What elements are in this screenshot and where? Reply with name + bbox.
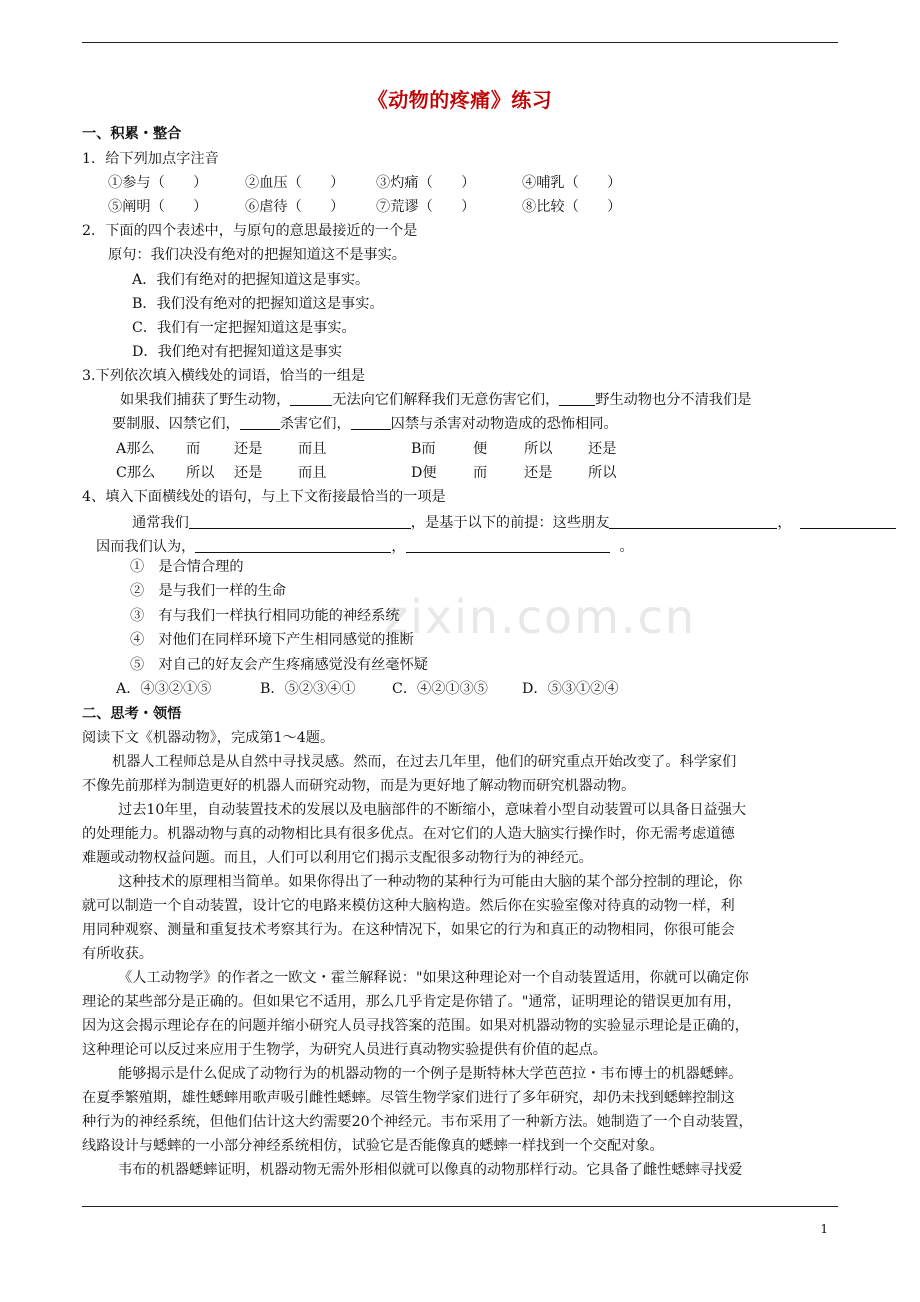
q1-item: ①参与（ ） xyxy=(108,175,208,191)
q1-item: ②血压（ ） xyxy=(245,175,345,191)
q4-item-2: ② 是与我们一样的生命 xyxy=(130,583,287,599)
passage-line: 就可以制造一个自动装置，设计它的电路来模仿这种大脑构造。然后你在实验室像对待真的动物一样，利 xyxy=(82,898,735,914)
passage-line: 机器人工程师总是从自然中寻找灵感。然而，在过去几年里，他们的研究重点开始改变了。科学家们 xyxy=(112,754,737,770)
q1-item: ⑥虐待（ ） xyxy=(245,199,345,215)
passage-line: 韦布的机器蟋蟀证明，机器动物无需外形相似就可以像真的动物那样行动。它具备了雌性蟋蟀寻找爱 xyxy=(118,1162,743,1178)
q2-option-a: A．我们有绝对的把握知道这是事实。 xyxy=(132,272,370,288)
q4-blank-2 xyxy=(609,514,777,529)
q4-item-4: ④ 对他们在同样环境下产生相同感觉的推断 xyxy=(130,632,414,648)
q3-blank-2 xyxy=(559,391,595,406)
q4-stem: 4、填入下面横线处的语句，与上下文衔接最恰当的一项是 xyxy=(82,489,446,505)
q4-choice: C．④②①③⑤ xyxy=(392,681,488,697)
passage-line: 因为这会揭示理论存在的问题并缩小研究人员寻找答案的范围。如果对机器动物的实验显示理论是正确的， xyxy=(82,1018,749,1034)
q4-text: ，是基于以下的前提：这些朋友 xyxy=(410,515,610,531)
q4-blank-3 xyxy=(800,514,896,529)
q4-blank-4 xyxy=(195,538,391,553)
passage-line: 理论的某些部分是正确的。但如果它不适用，那么几乎肯定是你错了。"通常，证明理论的错误更加有用， xyxy=(82,994,742,1010)
q3-opt-word: B而 xyxy=(411,441,436,457)
passage-line: 的处理能力。机器动物与真的动物相比具有很多优点。在对它们的人造大脑实行操作时，你无需考虑道德 xyxy=(82,826,735,842)
passage-line: 种行为的神经系统，但他们估计这大约需要20个神经元。韦布采用了一种新方法。她制造了一个自动装置， xyxy=(82,1114,753,1130)
footer-rule xyxy=(82,1206,838,1207)
q3-blank-3 xyxy=(240,415,280,430)
q1-item: ⑤阐明（ ） xyxy=(108,199,208,215)
passage-line: 有所收获。 xyxy=(82,946,153,962)
passage-line: 线路设计与蟋蟀的一小部分神经系统相仿，试验它是否能像真的蟋蟀一样找到一个交配对象。 xyxy=(82,1138,664,1154)
q4-text: 通常我们 xyxy=(132,515,189,531)
q1-stem: 1．给下列加点字注音 xyxy=(82,151,219,167)
q3-opt-word: 而且 xyxy=(298,465,327,481)
q4-line2 xyxy=(96,537,634,557)
q3-text: 杀害它们， xyxy=(279,416,351,432)
page-title: 《动物的疼痛》练习 xyxy=(367,88,553,112)
q4-item-3: ③ 有与我们一样执行相同功能的神经系统 xyxy=(130,608,400,624)
passage-line: 这种技术的原理相当简单。如果你得出了一种动物的某种行为可能由大脑的某个部分控制的理论，你 xyxy=(118,874,743,890)
passage-line: 过去10年里，自动装置技术的发展以及电脑部件的不断缩小，意味着小型自动装置可以具备日益强大 xyxy=(118,802,747,818)
passage-line: 不像先前那样为制造更好的机器人而研究动物，而是为更好地了解动物而研究机器动物。 xyxy=(82,778,636,794)
q3-line1 xyxy=(120,390,751,410)
q2-option-c: C．我们有一定把握知道这是事实。 xyxy=(132,320,356,336)
passage-line: 在夏季繁殖期，雄性蟋蟀用歌声吸引雌性蟋蟀。尽管生物学家们进行了多年研究，却仍未找到蟋蟀控制这 xyxy=(82,1090,735,1106)
q3-opt-word: 还是 xyxy=(234,441,263,457)
q4-choice: B．⑤②③④① xyxy=(260,681,356,697)
q3-opt-word: C那么 xyxy=(116,465,156,481)
q3-opt-word: 而 xyxy=(186,441,201,457)
q3-opt-word: 所以 xyxy=(186,465,215,481)
q3-opt-word: 还是 xyxy=(524,465,553,481)
q3-opt-word: 还是 xyxy=(588,441,617,457)
q4-blank-1 xyxy=(189,514,411,529)
q3-line2 xyxy=(112,414,618,434)
q2-option-d: D．我们绝对有把握知道这是事实 xyxy=(132,344,343,360)
q2-option-b: B．我们没有绝对的把握知道这是事实。 xyxy=(132,296,384,312)
header-rule xyxy=(82,42,838,43)
q4-choice: A．④③②①⑤ xyxy=(116,681,212,697)
passage-line: 《人工动物学》的作者之一欧文・霍兰解释说："如果这种理论对一个自动装置适用，你就可以确定你 xyxy=(118,970,749,986)
q4-line1 xyxy=(132,513,896,533)
q3-stem: 3.下列依次填入横线处的词语，恰当的一组是 xyxy=(82,368,366,384)
q3-blank-4 xyxy=(351,415,391,430)
q3-opt-word: 所以 xyxy=(524,441,553,457)
q3-text: 要制服、囚禁它们， xyxy=(112,416,240,432)
q3-opt-word: D便 xyxy=(411,465,437,481)
q3-opt-word: 还是 xyxy=(234,465,263,481)
passage-line: 能够揭示是什么促成了动物行为的机器动物的一个例子是斯特林大学芭芭拉・韦布博士的机器蟋蟀。 xyxy=(118,1066,743,1082)
passage-line: 这种理论可以反过来应用于生物学，为研究人员进行真动物实验提供有价值的起点。 xyxy=(82,1042,607,1058)
section1-heading: 一、积累・整合 xyxy=(82,126,182,142)
q2-original: 原句：我们决没有绝对的把握知道这不是事实。 xyxy=(108,247,406,263)
q3-opt-word: 而且 xyxy=(298,441,327,457)
reading-intro: 阅读下文《机器动物》，完成第1～4题。 xyxy=(82,730,335,746)
q3-opt-word: 便 xyxy=(473,441,488,457)
q1-item: ⑧比较（ ） xyxy=(522,199,622,215)
q1-item: ④哺乳（ ） xyxy=(522,175,622,191)
q4-text: ， xyxy=(777,515,792,531)
q4-item-1: ① 是合情合理的 xyxy=(130,559,244,575)
passage-line: 用同种观察、测量和重复技术考察其行为。在这种情况下，如果它的行为和真正的动物相同，你很可能会 xyxy=(82,922,735,938)
q2-stem: 2．下面的四个表述中，与原句的意思最接近的一个是 xyxy=(82,223,418,239)
q4-text: 。 xyxy=(619,539,634,555)
q3-opt-word: A那么 xyxy=(116,441,155,457)
watermark: zixin.com.cn xyxy=(384,590,697,644)
passage-line: 难题或动物权益问题。而且，人们可以利用它们揭示支配很多动物行为的神经元。 xyxy=(82,850,593,866)
q4-item-5: ⑤ 对自己的好友会产生疼痛感觉没有丝毫怀疑 xyxy=(130,657,428,673)
q3-text: 囚禁与杀害对动物造成的恐怖相同。 xyxy=(390,416,618,432)
q4-choice: D．⑤③①②④ xyxy=(522,681,619,697)
q3-text: 野生动物也分不清我们是 xyxy=(595,392,752,408)
section2-heading: 二、思考・领悟 xyxy=(82,706,182,722)
q4-text: 因而我们认为， xyxy=(96,539,196,555)
q3-text: 如果我们捕获了野生动物， xyxy=(120,392,291,408)
q4-blank-5 xyxy=(406,538,610,553)
q4-text: ， xyxy=(391,539,406,555)
q3-opt-word: 而 xyxy=(473,465,488,481)
q3-text: 无法向它们解释我们无意伤害它们， xyxy=(332,392,560,408)
page-number: 1 xyxy=(820,1222,828,1236)
q1-item: ③灼痛（ ） xyxy=(376,175,476,191)
q3-opt-word: 所以 xyxy=(588,465,617,481)
q3-blank-1 xyxy=(290,391,332,406)
q1-item: ⑦荒谬（ ） xyxy=(376,199,476,215)
